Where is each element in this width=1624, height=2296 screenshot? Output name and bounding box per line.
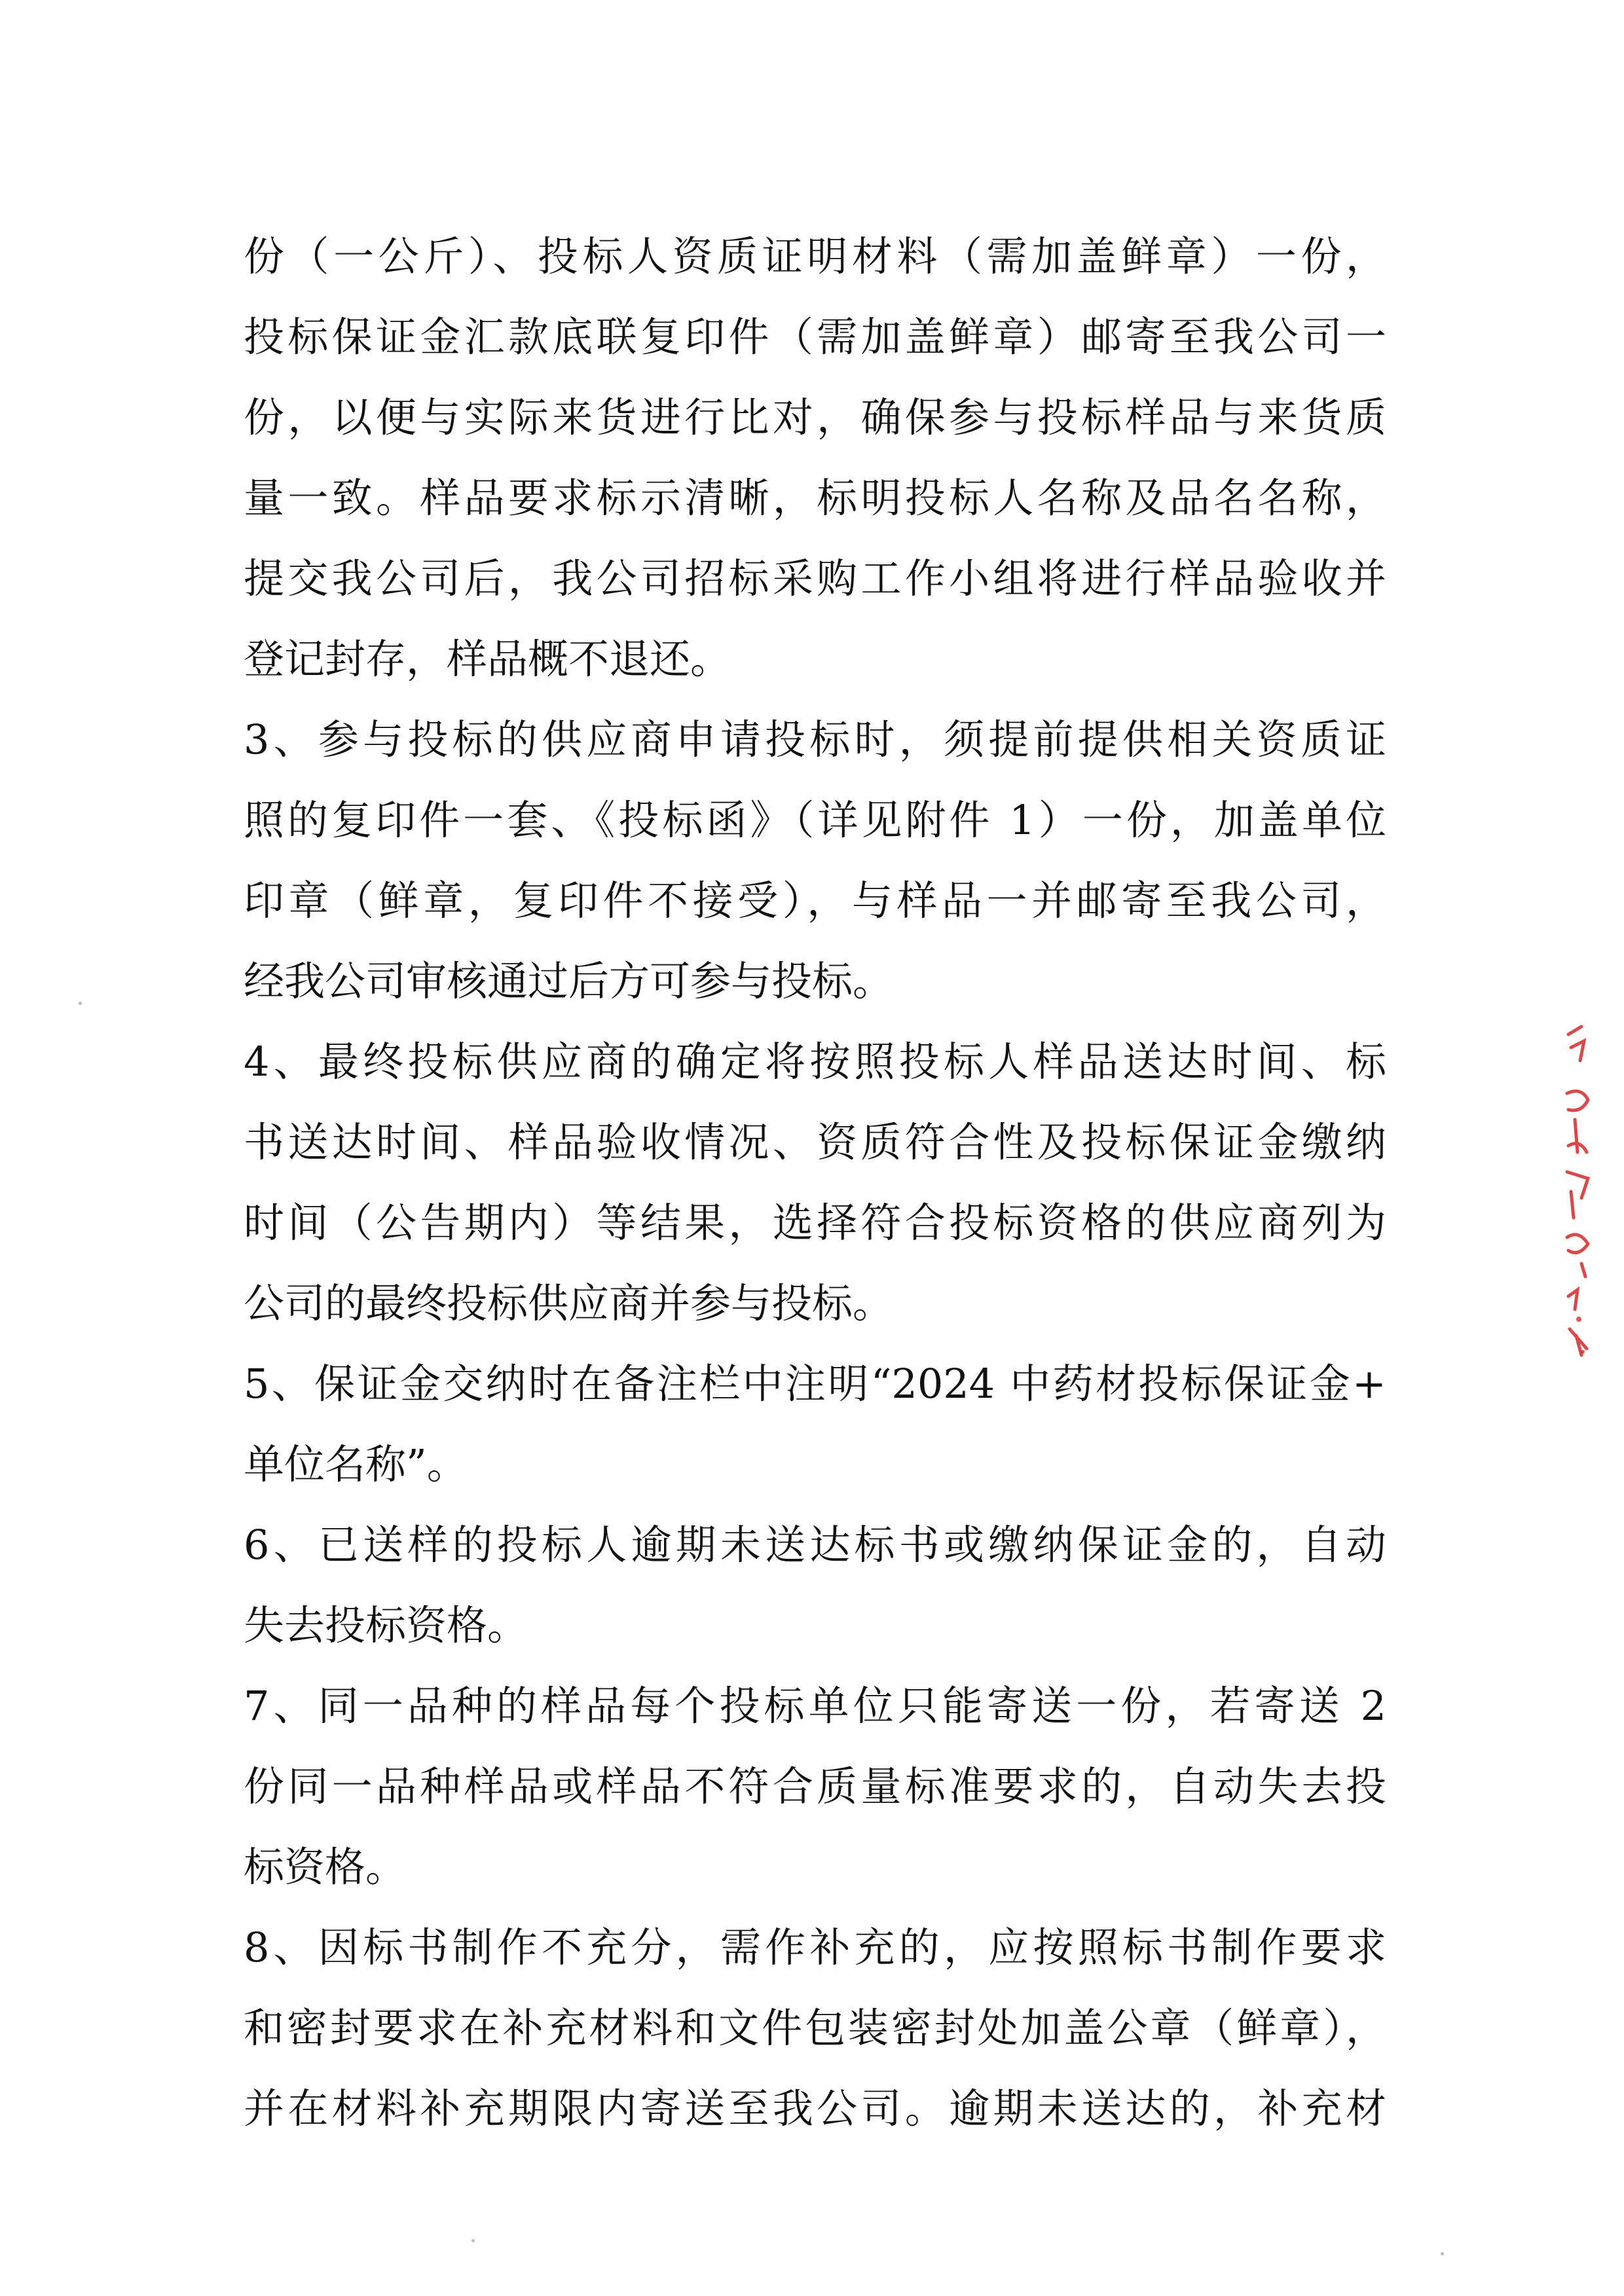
text-line: 书送达时间、样品验收情况、资质符合性及投标保证金缴纳 xyxy=(244,1118,1386,1166)
text-line: 和密封要求在补充材料和文件包装密封处加盖公章（鲜章）， xyxy=(244,2004,1386,2052)
text-line: 5、保证金交纳时在备注栏中注明“2024 中药材投标保证金+ xyxy=(244,1360,1386,1408)
text-line: 并在材料补充期限内寄送至我公司。逾期未送达的，补充材 xyxy=(244,2085,1386,2132)
paragraph-item-4 xyxy=(244,1021,1386,1343)
scan-speck xyxy=(79,1002,82,1005)
text-line: 投标保证金汇款底联复印件（需加盖鲜章）邮寄至我公司一 xyxy=(244,313,1386,361)
text-line: 量一致。样品要求标示清晰，标明投标人名称及品名名称， xyxy=(244,474,1386,522)
paragraph-item-8 xyxy=(244,1907,1386,2149)
paragraph-item-7 xyxy=(244,1666,1386,1907)
text-line: 6、已送样的投标人逾期未送达标书或缴纳保证金的，自动 xyxy=(244,1521,1386,1569)
text-line: 份，以便与实际来货进行比对，确保参与投标样品与来货质 xyxy=(244,393,1386,441)
scan-speck xyxy=(471,2239,475,2242)
text-line: 经我公司审核通过后方可参与投标。 xyxy=(244,957,894,1005)
text-line: 3、参与投标的供应商申请投标时，须提前提供相关资质证 xyxy=(244,716,1386,763)
text-line: 8、因标书制作不充分，需作补充的，应按照标书制作要求 xyxy=(244,1923,1386,1971)
paragraph-item-5 xyxy=(244,1343,1386,1504)
text-line: 时间（公告期内）等结果，选择符合投标资格的供应商列为 xyxy=(244,1199,1386,1247)
text-line: 提交我公司后，我公司招标采购工作小组将进行样品验收并 xyxy=(244,555,1386,602)
paragraph-item-3 xyxy=(244,699,1386,1021)
text-line: 印章（鲜章，复印件不接受），与样品一并邮寄至我公司， xyxy=(244,877,1386,924)
text-line: 标资格。 xyxy=(244,1843,407,1891)
text-line: 单位名称”。 xyxy=(244,1440,468,1488)
text-line: 7、同一品种的样品每个投标单位只能寄送一份，若寄送 2 xyxy=(244,1682,1386,1730)
text-line: 失去投标资格。 xyxy=(244,1601,528,1649)
paragraph-item-6 xyxy=(244,1504,1386,1666)
paragraph-continuation xyxy=(244,216,1386,699)
document-body xyxy=(244,216,1386,2149)
text-line: 份同一品种样品或样品不符合质量标准要求的，自动失去投 xyxy=(244,1762,1386,1810)
text-line: 份（一公斤）、投标人资质证明材料（需加盖鲜章）一份， xyxy=(244,232,1386,280)
text-line: 4、最终投标供应商的确定将按照投标人样品送达时间、标 xyxy=(244,1038,1386,1085)
seal-stamp-icon xyxy=(1562,1021,1621,1362)
text-line: 公司的最终投标供应商并参与投标。 xyxy=(244,1279,894,1327)
text-line: 登记封存，样品概不退还。 xyxy=(244,635,731,683)
text-line: 照的复印件一套、《投标函》（详见附件 1）一份，加盖单位 xyxy=(244,796,1386,844)
scan-speck xyxy=(1441,2252,1444,2255)
